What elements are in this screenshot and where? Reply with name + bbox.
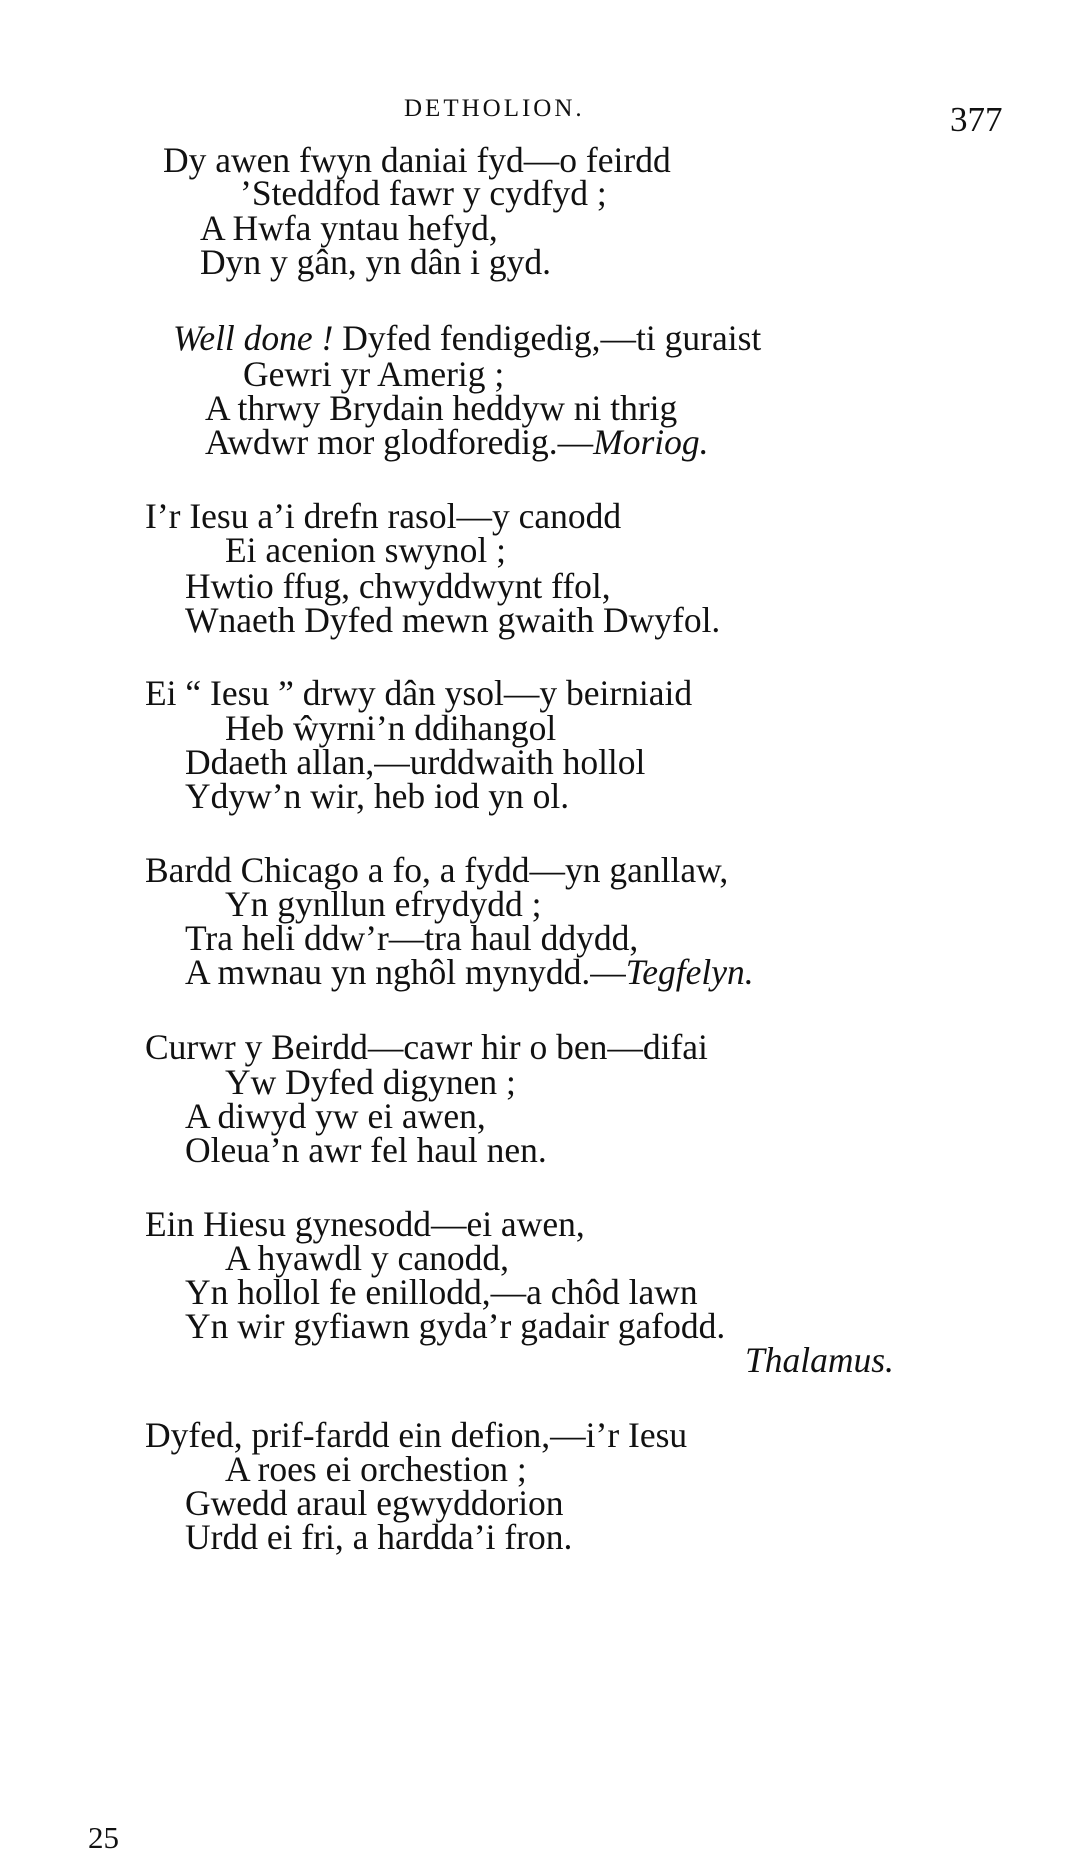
verse-line: Gwedd araul egwyddorion bbox=[185, 1483, 564, 1523]
signature-mark: 25 bbox=[88, 1820, 119, 1855]
verse-line: A diwyd yw ei awen, bbox=[185, 1096, 486, 1136]
verse-line: I’r Iesu a’i drefn rasol—y canodd bbox=[145, 496, 622, 536]
verse-line bbox=[185, 952, 754, 992]
verse-line: Dyfed, prif-fardd ein defion,—i’r Iesu bbox=[145, 1415, 688, 1455]
verse-line: Yn gynllun efrydydd ; bbox=[225, 884, 542, 924]
verse-line bbox=[205, 422, 709, 462]
verse-line: Yn wir gyfiawn gyda’r gadair gafodd. bbox=[185, 1306, 726, 1346]
verse-line: Ei acenion swynol ; bbox=[225, 530, 506, 570]
verse-line: A roes ei orchestion ; bbox=[225, 1449, 527, 1489]
verse-line bbox=[173, 318, 761, 358]
verse-line: ’Steddfod fawr y cydfyd ; bbox=[240, 173, 607, 213]
verse-line: Oleua’n awr fel haul nen. bbox=[185, 1130, 547, 1170]
verse-line: Urdd ei fri, a hardda’i fron. bbox=[185, 1517, 573, 1557]
author-credit: Moriog. bbox=[593, 422, 709, 462]
verse-line: A thrwy Brydain heddyw ni thrig bbox=[205, 388, 678, 428]
verse-line: Wnaeth Dyfed mewn gwaith Dwyfol. bbox=[185, 600, 721, 640]
verse-line: Ydyw’n wir, heb iod yn ol. bbox=[185, 776, 570, 816]
verse-line: Curwr y Beirdd—cawr hir o ben—difai bbox=[145, 1027, 708, 1067]
line-text: A mwnau yn nghôl mynydd.— bbox=[185, 952, 626, 992]
verse-line: Hwtio ffug, chwyddwynt ffol, bbox=[185, 566, 611, 606]
verse-line: Tra heli ddw’r—tra haul ddydd, bbox=[185, 918, 639, 958]
verse-line: Bardd Chicago a fo, a fydd—yn ganllaw, bbox=[145, 850, 729, 890]
verse-line: Yw Dyfed digynen ; bbox=[225, 1062, 516, 1102]
verse-line: Dy awen fwyn daniai fyd—o feirdd bbox=[163, 140, 671, 180]
line-text: Awdwr mor glodforedig.— bbox=[205, 422, 594, 462]
verse-line: Dyn y gân, yn dân i gyd. bbox=[200, 242, 552, 282]
verse-line: Heb ŵyrni’n ddihangol bbox=[225, 708, 557, 748]
page-number: 377 bbox=[950, 100, 1003, 139]
verse-line: Ei “ Iesu ” drwy dân ysol—y beirniaid bbox=[145, 673, 693, 713]
running-head: DETHOLION. bbox=[404, 95, 585, 122]
verse-line: A hyawdl y canodd, bbox=[225, 1238, 509, 1278]
line-text: Dyfed fendigedig,—ti guraist bbox=[333, 318, 762, 358]
verse-line: Ddaeth allan,—urddwaith hollol bbox=[185, 742, 646, 782]
author-credit: Tegfelyn. bbox=[625, 952, 754, 992]
author-credit: Thalamus. bbox=[745, 1340, 894, 1380]
verse-line: Ein Hiesu gynesodd—ei awen, bbox=[145, 1204, 585, 1244]
italic-phrase: Well done ! bbox=[173, 318, 334, 358]
verse-line: A Hwfa yntau hefyd, bbox=[200, 208, 498, 248]
verse-line: Gewri yr Amerig ; bbox=[243, 354, 505, 394]
verse-line: Yn hollol fe enillodd,—a chôd lawn bbox=[185, 1272, 698, 1312]
